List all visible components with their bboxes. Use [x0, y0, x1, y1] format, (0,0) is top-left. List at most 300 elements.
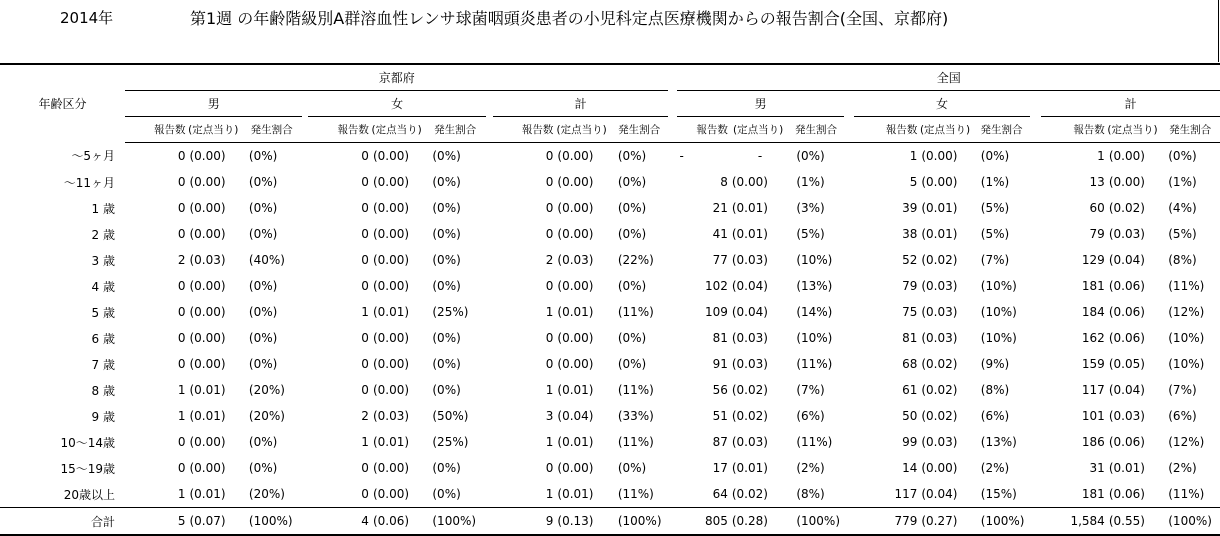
rate-value: (0%) [248, 331, 278, 345]
rate-value: (11%) [617, 305, 654, 319]
count-header: 報告数 [493, 117, 553, 143]
rate-value: (8%) [796, 487, 825, 501]
report-count: 181 [1081, 487, 1105, 501]
age-label: 3 歳 [91, 253, 115, 268]
report-count: 0 [177, 201, 186, 215]
per-site-value: (0.28) [728, 508, 788, 536]
per-site-value: (0.02) [1108, 201, 1145, 215]
rate-value: (20%) [248, 409, 285, 423]
rate-value: (0%) [432, 357, 461, 371]
rate-header: 発生割合 [241, 117, 302, 143]
per-site-value: (0.02) [921, 383, 958, 397]
report-count: 5 [909, 175, 918, 189]
age-label: 8 歳 [91, 383, 115, 398]
table-row [0, 143, 1220, 170]
age-label: 10〜14歳 [60, 435, 115, 450]
rate-value: (5%) [796, 227, 825, 241]
rate-value: (9%) [980, 357, 1010, 371]
rate-value: (0%) [432, 175, 461, 189]
age-label: 6 歳 [91, 331, 115, 346]
page-title: 第1週 の年齢階級別A群溶血性レンサ球菌咽頭炎患者の小児科定点医療機関からの報告割合(全国、京都府) [190, 9, 949, 28]
rate-value: (0%) [617, 201, 647, 215]
rate-header: 発生割合 [610, 117, 669, 143]
report-count: 0 [177, 305, 186, 319]
report-count: 2 [177, 253, 186, 267]
report-count: 1 [545, 435, 554, 449]
rate-value: (13%) [980, 435, 1017, 449]
report-count: 1 [545, 305, 554, 319]
total-row [0, 508, 1220, 536]
per-site-value: (0.03) [372, 409, 410, 423]
report-count: 0 [361, 201, 369, 215]
rate-value: (0%) [432, 461, 461, 475]
per-site-value: (0.00) [921, 175, 958, 189]
report-count: 2 [545, 253, 554, 267]
table-row [0, 429, 1220, 455]
rate-value: (0%) [248, 149, 278, 163]
rate-value: (100%) [973, 508, 1030, 536]
rate-value: (0%) [248, 279, 278, 293]
report-count: 117 [1081, 383, 1105, 397]
rate-value: (40%) [248, 253, 285, 267]
age-label: 合計 [0, 508, 125, 536]
per-site-value: (0.00) [557, 201, 594, 215]
per-site-value: (0.02) [731, 383, 768, 397]
report-count: 779 [854, 508, 918, 536]
per-site-value: (0.03) [1108, 409, 1145, 423]
rate-value: (0%) [617, 331, 647, 345]
per-site-value: (0.00) [921, 461, 958, 475]
rate-value: (0%) [432, 227, 461, 241]
rate-value: (0%) [248, 435, 278, 449]
per-site-value: (0.00) [189, 149, 226, 163]
rate-value: (8%) [1168, 253, 1197, 267]
rate-value: (12%) [1168, 435, 1205, 449]
per-site-value: (0.02) [921, 357, 958, 371]
rate-value: (0%) [617, 227, 647, 241]
report-count: 0 [545, 331, 554, 345]
per-site-value: (0.00) [557, 331, 594, 345]
report-count: 0 [361, 279, 369, 293]
per-site-value: (0.03) [1108, 227, 1145, 241]
report-count: 129 [1081, 253, 1105, 267]
report-count: 0 [545, 279, 554, 293]
region-header-kyoto: 京都府 [125, 64, 668, 91]
rate-value: (0%) [432, 201, 461, 215]
rate-value: (11%) [796, 357, 833, 371]
rate-value: (7%) [796, 383, 825, 397]
report-count: 38 [902, 227, 918, 241]
per-site-value: (0.01) [921, 201, 958, 215]
rate-value: (0%) [617, 357, 647, 371]
report-count: 39 [902, 201, 918, 215]
per-site-value: (0.01) [189, 487, 226, 501]
rate-value: (6%) [796, 409, 825, 423]
per-site-value: (0.00) [372, 331, 410, 345]
per-site-header: (定点当り) [917, 117, 972, 143]
report-count: 1 [545, 383, 554, 397]
rate-value: (0%) [432, 383, 461, 397]
per-site-value: (0.06) [1108, 487, 1145, 501]
report-count: 184 [1081, 305, 1105, 319]
age-label: 1 歳 [91, 201, 115, 216]
rate-value: (1%) [1168, 175, 1197, 189]
per-site-header: (定点当り) [369, 117, 424, 143]
per-site-value: (0.00) [372, 227, 410, 241]
per-site-value: (0.01) [557, 305, 594, 319]
rate-value: (8%) [980, 383, 1010, 397]
rate-value: (10%) [980, 279, 1017, 293]
rate-value: (7%) [980, 253, 1010, 267]
table-row [0, 195, 1220, 221]
report-count: 31 [1089, 461, 1105, 475]
per-site-value: (0.07) [185, 508, 240, 536]
rate-value: (13%) [796, 279, 833, 293]
rate-value: (10%) [1168, 357, 1205, 371]
table-row [0, 299, 1220, 325]
table-row [0, 273, 1220, 299]
table-row [0, 455, 1220, 481]
report-count: 0 [361, 383, 369, 397]
per-site-value: (0.00) [189, 201, 226, 215]
rate-header: 発生割合 [973, 117, 1030, 143]
report-count: 0 [361, 227, 369, 241]
per-site-value: (0.01) [189, 409, 226, 423]
report-count: 1 [909, 149, 918, 163]
count-header: 報告数 [1041, 117, 1105, 143]
rate-value: (2%) [980, 461, 1010, 475]
per-site-value: (0.01) [921, 227, 958, 241]
report-count: 0 [361, 175, 369, 189]
report-count: 1 [177, 487, 186, 501]
report-count: 1 [177, 409, 186, 423]
per-site-value: (0.03) [731, 435, 768, 449]
per-site-value: (0.05) [1108, 357, 1145, 371]
per-site-value: (0.00) [372, 357, 410, 371]
age-label: 15〜19歳 [60, 461, 115, 476]
report-count: 0 [177, 331, 186, 345]
per-site-value: (0.01) [1108, 461, 1145, 475]
report-count: 81 [902, 331, 918, 345]
sex-header-national-total: 計 [1041, 91, 1220, 117]
sex-header-kyoto-female: 女 [308, 91, 485, 117]
rate-value: (25%) [432, 435, 469, 449]
rate-value: (0%) [617, 149, 647, 163]
count-header: 報告数 [677, 117, 727, 143]
per-site-value: (0.04) [921, 487, 958, 501]
per-site-header: (定点当り) [185, 117, 240, 143]
rate-value: (10%) [796, 331, 833, 345]
report-count: 99 [902, 435, 918, 449]
report-table [0, 63, 1220, 536]
per-site-value: (0.04) [1108, 253, 1145, 267]
report-count: 13 [1089, 175, 1105, 189]
sex-header-national-male: 男 [677, 91, 843, 117]
report-count: 0 [177, 435, 186, 449]
rate-value: (0%) [980, 149, 1010, 163]
report-count: 1 [361, 305, 369, 319]
per-site-value: (0.55) [1105, 508, 1160, 536]
rate-value: (12%) [1168, 305, 1205, 319]
report-count: 21 [712, 201, 728, 215]
rate-value: (0%) [432, 253, 461, 267]
report-count: 1 [177, 383, 186, 397]
table-row [0, 377, 1220, 403]
per-site-value: (0.00) [189, 461, 226, 475]
report-count: 8 [720, 175, 728, 189]
rate-value: (11%) [796, 435, 833, 449]
report-count: 101 [1081, 409, 1105, 423]
per-site-value: (0.00) [372, 383, 410, 397]
rate-value: (6%) [980, 409, 1010, 423]
rate-value: (0%) [248, 357, 278, 371]
report-count: 0 [361, 357, 369, 371]
rate-value: (33%) [617, 409, 654, 423]
report-count: 0 [361, 461, 369, 475]
report-count: 0 [545, 201, 554, 215]
per-site-value: (0.06) [1108, 435, 1145, 449]
report-count: 186 [1081, 435, 1105, 449]
rate-header: 発生割合 [788, 117, 843, 143]
per-site-value: (0.01) [731, 227, 768, 241]
rate-value: (0%) [248, 227, 278, 241]
table-row [0, 403, 1220, 429]
age-label: 9 歳 [91, 409, 115, 424]
per-site-value: (0.00) [372, 175, 410, 189]
per-site-value: (0.06) [1108, 305, 1145, 319]
per-site-value: (0.00) [189, 279, 226, 293]
frame-border [1218, 0, 1219, 62]
report-count: 0 [177, 227, 186, 241]
report-count: 79 [902, 279, 918, 293]
rate-value: (100%) [610, 508, 669, 536]
report-count: 102 [704, 279, 728, 293]
report-count: 0 [361, 149, 369, 163]
report-count: 79 [1089, 227, 1105, 241]
per-site-value: (0.06) [1108, 331, 1145, 345]
rate-value: (6%) [1168, 409, 1197, 423]
per-site-value: (0.00) [189, 175, 226, 189]
report-count: 4 [308, 508, 368, 536]
report-count: 41 [712, 227, 728, 241]
age-label: 4 歳 [91, 279, 115, 294]
per-site-value: (0.00) [189, 435, 226, 449]
count-header: 報告数 [125, 117, 185, 143]
age-label: 5 歳 [91, 305, 115, 320]
per-site-value: (0.01) [731, 461, 768, 475]
rate-value: (100%) [424, 508, 485, 536]
report-count: 17 [712, 461, 728, 475]
report-count: 87 [712, 435, 728, 449]
per-site-header: (定点当り) [553, 117, 609, 143]
report-count: 2 [361, 409, 369, 423]
table-row [0, 221, 1220, 247]
per-site-value: (0.00) [557, 279, 594, 293]
per-site-value: (0.01) [372, 305, 410, 319]
rate-value: (22%) [617, 253, 654, 267]
per-site-value: (0.04) [731, 305, 768, 319]
table-row [0, 325, 1220, 351]
per-site-value: (0.03) [189, 253, 226, 267]
rate-value: (0%) [617, 461, 647, 475]
report-count: 0 [361, 487, 369, 501]
rate-value: (11%) [1168, 279, 1205, 293]
report-count: 51 [712, 409, 728, 423]
per-site-value: (0.06) [369, 508, 424, 536]
report-count: 0 [545, 227, 554, 241]
per-site-value: (0.27) [917, 508, 972, 536]
report-count: - [679, 149, 684, 163]
report-count: 52 [902, 253, 918, 267]
report-count: 181 [1081, 279, 1105, 293]
table-row [0, 247, 1220, 273]
per-site-value: (0.03) [731, 357, 768, 371]
sex-header-national-female: 女 [854, 91, 1030, 117]
report-count: 81 [712, 331, 728, 345]
sex-header-kyoto-total: 計 [493, 91, 668, 117]
report-count: 50 [902, 409, 918, 423]
per-site-value: (0.00) [372, 201, 410, 215]
rate-value: (15%) [980, 487, 1017, 501]
report-count: 0 [545, 149, 554, 163]
rate-value: (11%) [617, 383, 654, 397]
rate-value: (11%) [617, 435, 654, 449]
rate-value: (1%) [980, 175, 1010, 189]
per-site-value: (0.01) [557, 383, 594, 397]
report-count: 0 [177, 357, 186, 371]
rate-value: (0%) [1168, 149, 1197, 163]
report-count: 5 [125, 508, 185, 536]
per-site-value: (0.00) [372, 279, 410, 293]
per-site-value: (0.00) [557, 461, 594, 475]
rate-value: (0%) [432, 149, 461, 163]
report-count: 0 [177, 461, 186, 475]
per-site-value: (0.00) [557, 227, 594, 241]
rate-value: (100%) [241, 508, 302, 536]
report-count: 0 [361, 331, 369, 345]
per-site-value: (0.01) [557, 487, 594, 501]
count-header: 報告数 [308, 117, 368, 143]
report-count: 0 [177, 149, 186, 163]
per-site-value: (0.01) [731, 201, 768, 215]
per-site-header: (定点当り) [1105, 117, 1160, 143]
rate-value: (25%) [432, 305, 469, 319]
per-site-value: (0.03) [921, 305, 958, 319]
rate-header: 発生割合 [424, 117, 485, 143]
per-site-value: (0.13) [553, 508, 609, 536]
rate-header: 発生割合 [1160, 117, 1220, 143]
report-count: 109 [704, 305, 728, 319]
per-site-value: (0.03) [921, 279, 958, 293]
per-site-value: (0.01) [372, 435, 410, 449]
rate-value: (3%) [796, 201, 825, 215]
rate-value: (100%) [1160, 508, 1220, 536]
age-label: 2 歳 [91, 227, 115, 242]
rate-value: (0%) [617, 175, 647, 189]
report-count: 77 [712, 253, 728, 267]
per-site-value: (0.02) [731, 487, 768, 501]
per-site-value: (0.00) [557, 357, 594, 371]
per-site-value: (0.00) [731, 175, 768, 189]
rate-value: (11%) [617, 487, 654, 501]
report-count: 64 [712, 487, 728, 501]
per-site-value: (0.00) [372, 461, 410, 475]
rate-value: (10%) [980, 305, 1017, 319]
rate-value: (5%) [980, 227, 1010, 241]
per-site-value: (0.01) [557, 435, 594, 449]
per-site-value: (0.02) [921, 409, 958, 423]
per-site-value: (0.00) [1108, 149, 1145, 163]
per-site-value: (0.00) [557, 149, 594, 163]
report-count: 0 [545, 461, 554, 475]
age-label: 〜5ヶ月 [71, 149, 115, 164]
report-count: 159 [1081, 357, 1105, 371]
per-site-header: (定点当り) [728, 117, 788, 143]
rate-value: (50%) [432, 409, 469, 423]
per-site-value: (0.00) [189, 357, 226, 371]
report-count: 68 [902, 357, 918, 371]
per-site-value: (0.06) [1108, 279, 1145, 293]
age-group-header: 年齢区分 [0, 64, 125, 143]
rate-value: (20%) [248, 487, 285, 501]
rate-value: (2%) [796, 461, 825, 475]
sex-header-kyoto-male: 男 [125, 91, 302, 117]
report-count: 1 [545, 487, 554, 501]
region-header-national: 全国 [677, 64, 1220, 91]
report-count: 0 [177, 279, 186, 293]
table-row [0, 169, 1220, 195]
per-site-value: (0.00) [372, 253, 410, 267]
rate-value: (1%) [796, 175, 825, 189]
report-count: 117 [894, 487, 918, 501]
per-site-value: (0.00) [557, 175, 594, 189]
per-site-value: (0.00) [189, 227, 226, 241]
report-count: 14 [902, 461, 918, 475]
per-site-value: (0.03) [557, 253, 594, 267]
report-count: 9 [493, 508, 553, 536]
report-count: 75 [902, 305, 918, 319]
report-count: 162 [1081, 331, 1105, 345]
rate-value: (20%) [248, 383, 285, 397]
per-site-value: (0.04) [731, 279, 768, 293]
per-site-value: (0.00) [189, 305, 226, 319]
per-site-value: (0.01) [189, 383, 226, 397]
rate-value: (0%) [248, 201, 278, 215]
age-label: 7 歳 [91, 357, 115, 372]
report-count: 91 [712, 357, 728, 371]
table-row [0, 481, 1220, 508]
rate-value: (0%) [796, 149, 825, 163]
rate-value: (0%) [617, 279, 647, 293]
rate-value: (4%) [1168, 201, 1197, 215]
rate-value: (7%) [1168, 383, 1197, 397]
rate-value: (11%) [1168, 487, 1205, 501]
rate-value: (0%) [432, 279, 461, 293]
report-count: 60 [1089, 201, 1105, 215]
per-site-value: (0.03) [921, 435, 958, 449]
rate-value: (0%) [248, 461, 278, 475]
age-label: 20歳以上 [63, 487, 115, 502]
per-site-value: (0.03) [731, 331, 768, 345]
per-site-value: (0.00) [372, 149, 410, 163]
report-count: 0 [177, 175, 186, 189]
rate-value: (100%) [788, 508, 843, 536]
per-site-value: (0.00) [372, 487, 410, 501]
report-count: 805 [677, 508, 727, 536]
per-site-value: (0.04) [1108, 383, 1145, 397]
rate-value: (0%) [248, 305, 278, 319]
rate-value: (10%) [1168, 331, 1205, 345]
